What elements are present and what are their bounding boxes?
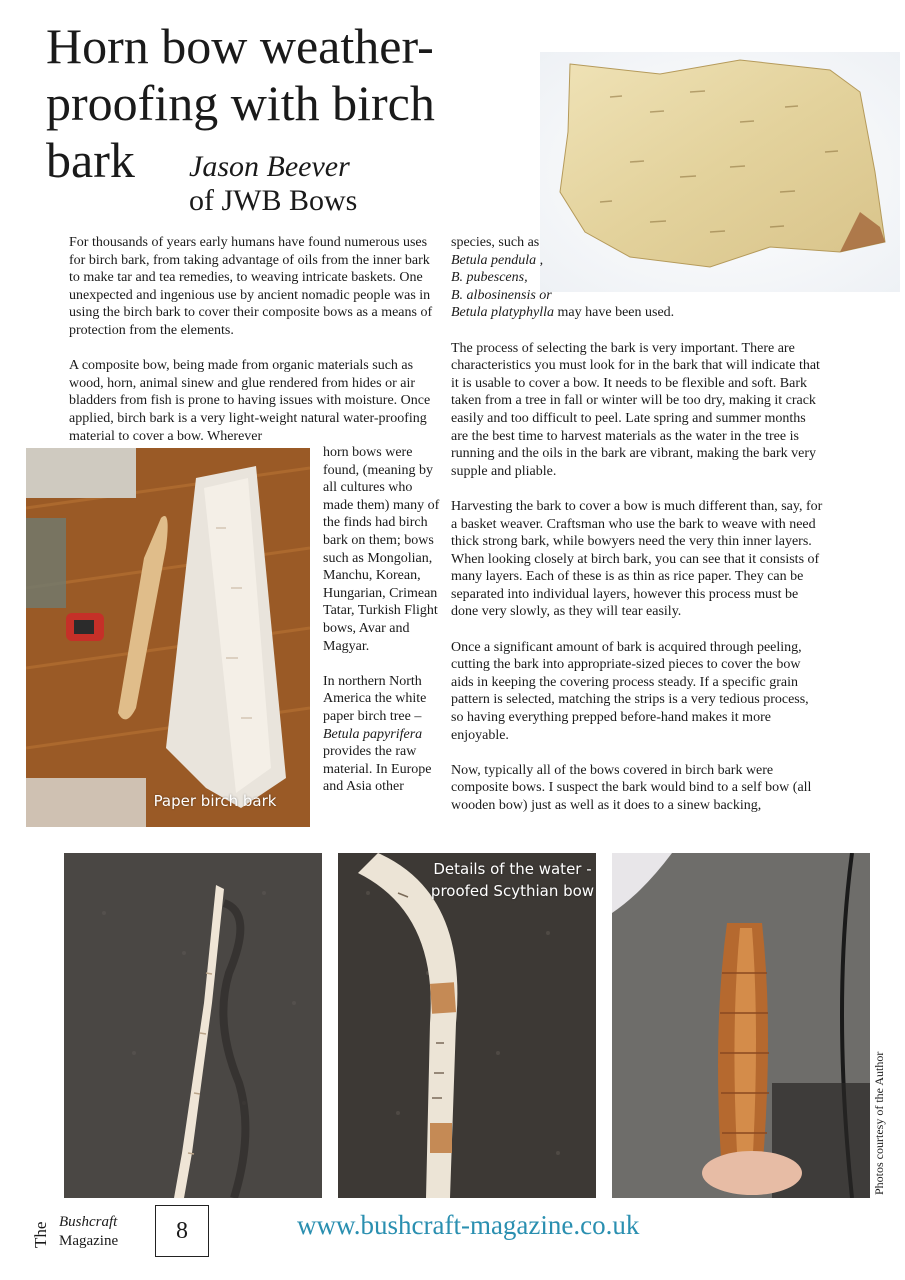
- page-number: 8: [155, 1205, 209, 1257]
- species-name: B. pubescens,: [451, 270, 528, 286]
- magazine-logo: [59, 1213, 118, 1251]
- paragraph: horn bows were found, (meaning by all cultures who made them) many of the finds had birch bark on them; bows such as Mongolian, Manchu, Korean, Hungarian, Crimean Tatar, Turkish Flight bows, Avar and Magyar.: [323, 445, 440, 654]
- paragraph: Once a significant amount of bark is acquired through peeling, cutting the bark into appropriate-sized pieces to cover the bow aids in keeping the covering process steady. If a specific grain pattern is selected, matching the strips is a very tedious process, so having everything prepped before-hand makes it more enjoyable.: [451, 639, 809, 743]
- magazine-name-bushcraft: Bushcraft: [59, 1214, 118, 1230]
- article-column-left-narrow: [323, 444, 443, 813]
- author-name: Jason Beever: [189, 150, 350, 183]
- paragraph: For thousands of years early humans have found numerous uses for birch bark, from taking advantage of oils from the inner bark to make tar and tea remedies, to weaving intricate baskets. One unexpected and ingenious use by ancient nomadic people was in using the birch bark to cover their composite bows as a means of protection from the elements.: [69, 235, 433, 338]
- paragraph: Harvesting the bark to cover a bow is much different than, say, for a basket weaver. Craftsman who use the bark to weave with need thick strong bark, while bowyers need the very thin inner layers. When looking closely at birch bark, you can see that it consists of many layers. Each of these is as thin as rice paper. They can be separated into individual layers, however this process must be done very slowly, as they will tear easily.: [451, 498, 823, 620]
- paragraph: The process of selecting the bark is very important. There are characteristics you must look for in the bark that will indicate that it is usable to cover a bow. It needs to be flexible and soft. Bark taken from a tree in fall or winter will be too dry, making it crack easily and too difficult to peel. Late spring and summer months are the best time to harvest materials as the water in the tree is running and the oils in the bark are vibrant, making the bark very supple and pliable.: [451, 340, 820, 479]
- text-run: provides the raw material. In Europe and Asia other: [323, 744, 432, 795]
- text-run: may have been used.: [554, 305, 675, 321]
- article-column-right: [451, 234, 823, 832]
- bow-on-carpet-photo: [64, 853, 322, 1198]
- paragraph: Now, typically all of the bows covered in birch bark were composite bows. I suspect the bark would bind to a self bow (all wooden bow) just as well as it does to a sinew backing,: [451, 762, 812, 813]
- species-name: B. albosinensis or: [451, 287, 552, 303]
- byline: [189, 150, 357, 218]
- species-name: Betula pendula ,: [451, 252, 544, 268]
- scythian-bow-detail-photo: [338, 853, 596, 1198]
- magazine-name-magazine: Magazine: [59, 1233, 119, 1249]
- paper-birch-bark-photo: [26, 448, 310, 827]
- bow-grip-photo: [612, 853, 870, 1198]
- text-run: In northern North America the white paper birch tree –: [323, 673, 427, 724]
- species-name: Betula papyrifera: [323, 726, 423, 742]
- paragraph: A composite bow, being made from organic materials such as wood, horn, animal sinew and glue rendered from hides or air bladders from fish is prone to having issues with moisture. Once applied, birch bark is a very light-weight natural water-proofing material to cover a bow. Wherever: [69, 358, 431, 444]
- species-name: Betula platyphylla: [451, 305, 555, 321]
- article-column-left: [69, 234, 441, 463]
- website-link[interactable]: www.bushcraft-magazine.co.uk: [297, 1210, 640, 1240]
- magazine-the: The: [31, 1221, 50, 1248]
- paragraph: [451, 234, 823, 322]
- author-organization: of JWB Bows: [189, 184, 358, 217]
- photo-caption: Details of the water -proofed Scythian bow: [430, 860, 595, 900]
- paragraph: [323, 673, 443, 796]
- article-title: Horn bow weather-proofing with birch bark: [46, 18, 435, 188]
- photo-credit: Photos courtesy of the Author: [872, 1051, 886, 1195]
- photo-caption: Paper birch bark: [153, 792, 277, 810]
- text-run: species, such as: [451, 235, 540, 250]
